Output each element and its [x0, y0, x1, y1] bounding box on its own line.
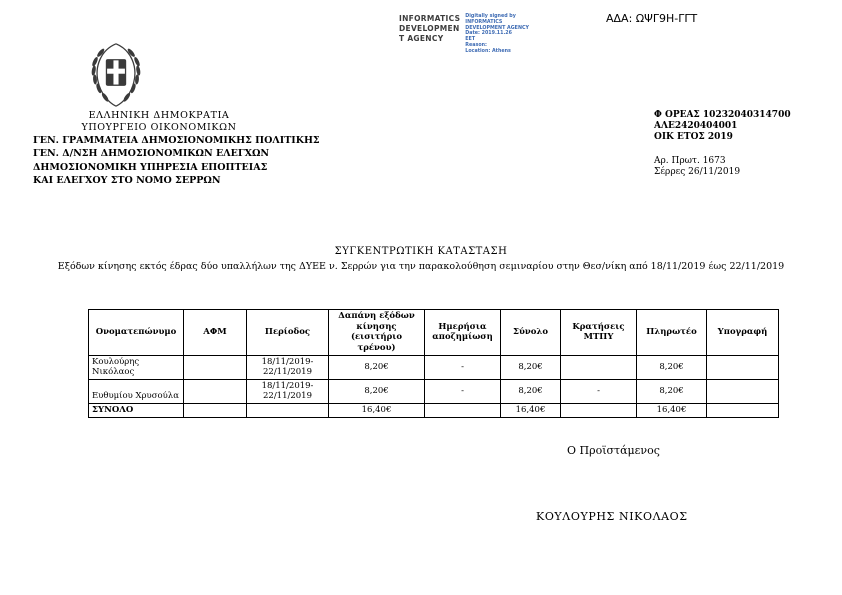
column-header: Ημερήσια αποζημίωση — [425, 310, 501, 356]
expenses-table — [88, 309, 779, 418]
table-cell: 8,20€ — [637, 355, 707, 379]
greek-coat-of-arms — [76, 40, 156, 110]
department-line: ΓΕΝ. Δ/ΝΣΗ ΔΗΜΟΣΙΟΝΟΜΙΚΩΝ ΕΛΕΓΧΩΝ — [33, 148, 270, 160]
signature-details — [465, 14, 529, 54]
agency-line: DEVELOPMEN — [399, 23, 460, 33]
digital-signature-stamp — [399, 14, 529, 54]
column-header: Δαπάνη εξόδων κίνησης (εισιτήριο τρένου) — [329, 310, 425, 356]
table-cell — [247, 403, 329, 417]
table-cell — [184, 355, 247, 379]
column-header: Υπογραφή — [707, 310, 779, 356]
table-cell: 8,20€ — [637, 379, 707, 403]
meta-fiscal-year: ΟΙΚ ΕΤΟΣ 2019 — [654, 132, 733, 142]
agency-line: T AGENCY — [399, 33, 444, 43]
table-cell: 8,20€ — [329, 355, 425, 379]
meta-ale: ΑΛΕ2420404001 — [654, 121, 738, 131]
signer-title: Ο Προϊστάμενος — [567, 444, 660, 457]
meta-block — [654, 110, 791, 178]
column-header: Περίοδος — [247, 310, 329, 356]
table-cell: - — [425, 355, 501, 379]
signature-line: Reason: — [465, 42, 487, 48]
table-row — [89, 355, 779, 379]
table-cell: Κουλούρης Νικόλαος — [89, 355, 184, 379]
column-header: Κρατήσεις ΜΤΠΥ — [561, 310, 637, 356]
informatics-agency-label — [399, 14, 460, 43]
table-total-row — [89, 403, 779, 417]
meta-place-date: Σέρρες 26/11/2019 — [654, 167, 741, 177]
table-cell — [184, 379, 247, 403]
table-cell: 8,20€ — [329, 379, 425, 403]
title-block — [0, 246, 842, 272]
column-header: ΑΦΜ — [184, 310, 247, 356]
table-cell: Ευθυμίου Χρυσούλα — [89, 379, 184, 403]
table-cell: 8,20€ — [501, 379, 561, 403]
table-cell: 8,20€ — [501, 355, 561, 379]
agency-line: INFORMATICS — [399, 14, 461, 23]
signature-line: EET — [465, 37, 476, 42]
organization-block — [33, 110, 320, 187]
document-title: ΣΥΓΚΕΝΤΡΩΤΙΚΗ ΚΑΤΑΣΤΑΣΗ — [334, 246, 508, 257]
ministry-title: ΥΠΟΥΡΓΕΙΟ ΟΙΚΟΝΟΜΙΚΩΝ — [81, 122, 237, 133]
table-cell — [707, 379, 779, 403]
table-cell — [425, 403, 501, 417]
table-cell: - — [425, 379, 501, 403]
table-cell: 16,40€ — [637, 403, 707, 417]
table-cell — [707, 403, 779, 417]
department-line: ΚΑΙ ΕΛΕΓΧΟΥ ΣΤΟ ΝΟΜΟ ΣΕΡΡΩΝ — [33, 174, 221, 186]
signature-line: Location: Athens — [465, 48, 511, 54]
table-cell — [561, 403, 637, 417]
signature-line: INFORMATICS — [465, 19, 503, 25]
meta-protocol-number: Αρ. Πρωτ. 1673 — [654, 156, 726, 166]
signature-line: Date: 2019.11.26 — [465, 31, 512, 37]
table-cell: 18/11/2019-22/11/2019 — [247, 379, 329, 403]
table-cell: ΣΥΝΟΛΟ — [89, 403, 184, 417]
column-header: Σύνολο — [501, 310, 561, 356]
table-cell — [707, 355, 779, 379]
table-header-row — [89, 310, 779, 356]
department-line: ΔΗΜΟΣΙΟΝΟΜΙΚΗ ΥΠΗΡΕΣΙΑ ΕΠΟΠΤΕΙΑΣ — [33, 161, 268, 173]
signature-line: DEVELOPMENT AGENCY — [465, 25, 529, 31]
signer-name: ΚΟΥΛΟΥΡΗΣ ΝΙΚΟΛΑΟΣ — [536, 510, 688, 523]
department-line: ΓΕΝ. ΓΡΑΜΜΑΤΕΙΑ ΔΗΜΟΣΙΟΝΟΜΙΚΗΣ ΠΟΛΙΤΙΚΗΣ — [33, 135, 320, 146]
table-cell: 16,40€ — [501, 403, 561, 417]
table-cell: - — [561, 379, 637, 403]
table-cell: 18/11/2019-22/11/2019 — [247, 355, 329, 379]
ada-number: ΑΔΑ: ΩΨΓ9Η-ΓΓΤ — [606, 12, 698, 25]
column-header: Πληρωτέο — [637, 310, 707, 356]
table-cell — [184, 403, 247, 417]
table-row — [89, 379, 779, 403]
document-subtitle: Εξόδων κίνησης εκτός έδρας δύο υπαλλήλων της ΔΥΕΕ ν. Σερρών για την παρακολούθηση σεμιναρίου στην Θεσ/νίκη από 18/11/2019 έως 22/11/2019 — [57, 261, 785, 272]
signature-line: Digitally signed by — [465, 14, 516, 19]
republic-title: ΕΛΛΗΝΙΚΗ ΔΗΜΟΚΡΑΤΙΑ — [88, 110, 230, 121]
table-cell: 16,40€ — [329, 403, 425, 417]
table-cell — [561, 355, 637, 379]
meta-foreas: Φ ΟΡΕΑΣ 10232040314700 — [654, 110, 791, 120]
column-header: Ονοματεπώνυμο — [89, 310, 184, 356]
